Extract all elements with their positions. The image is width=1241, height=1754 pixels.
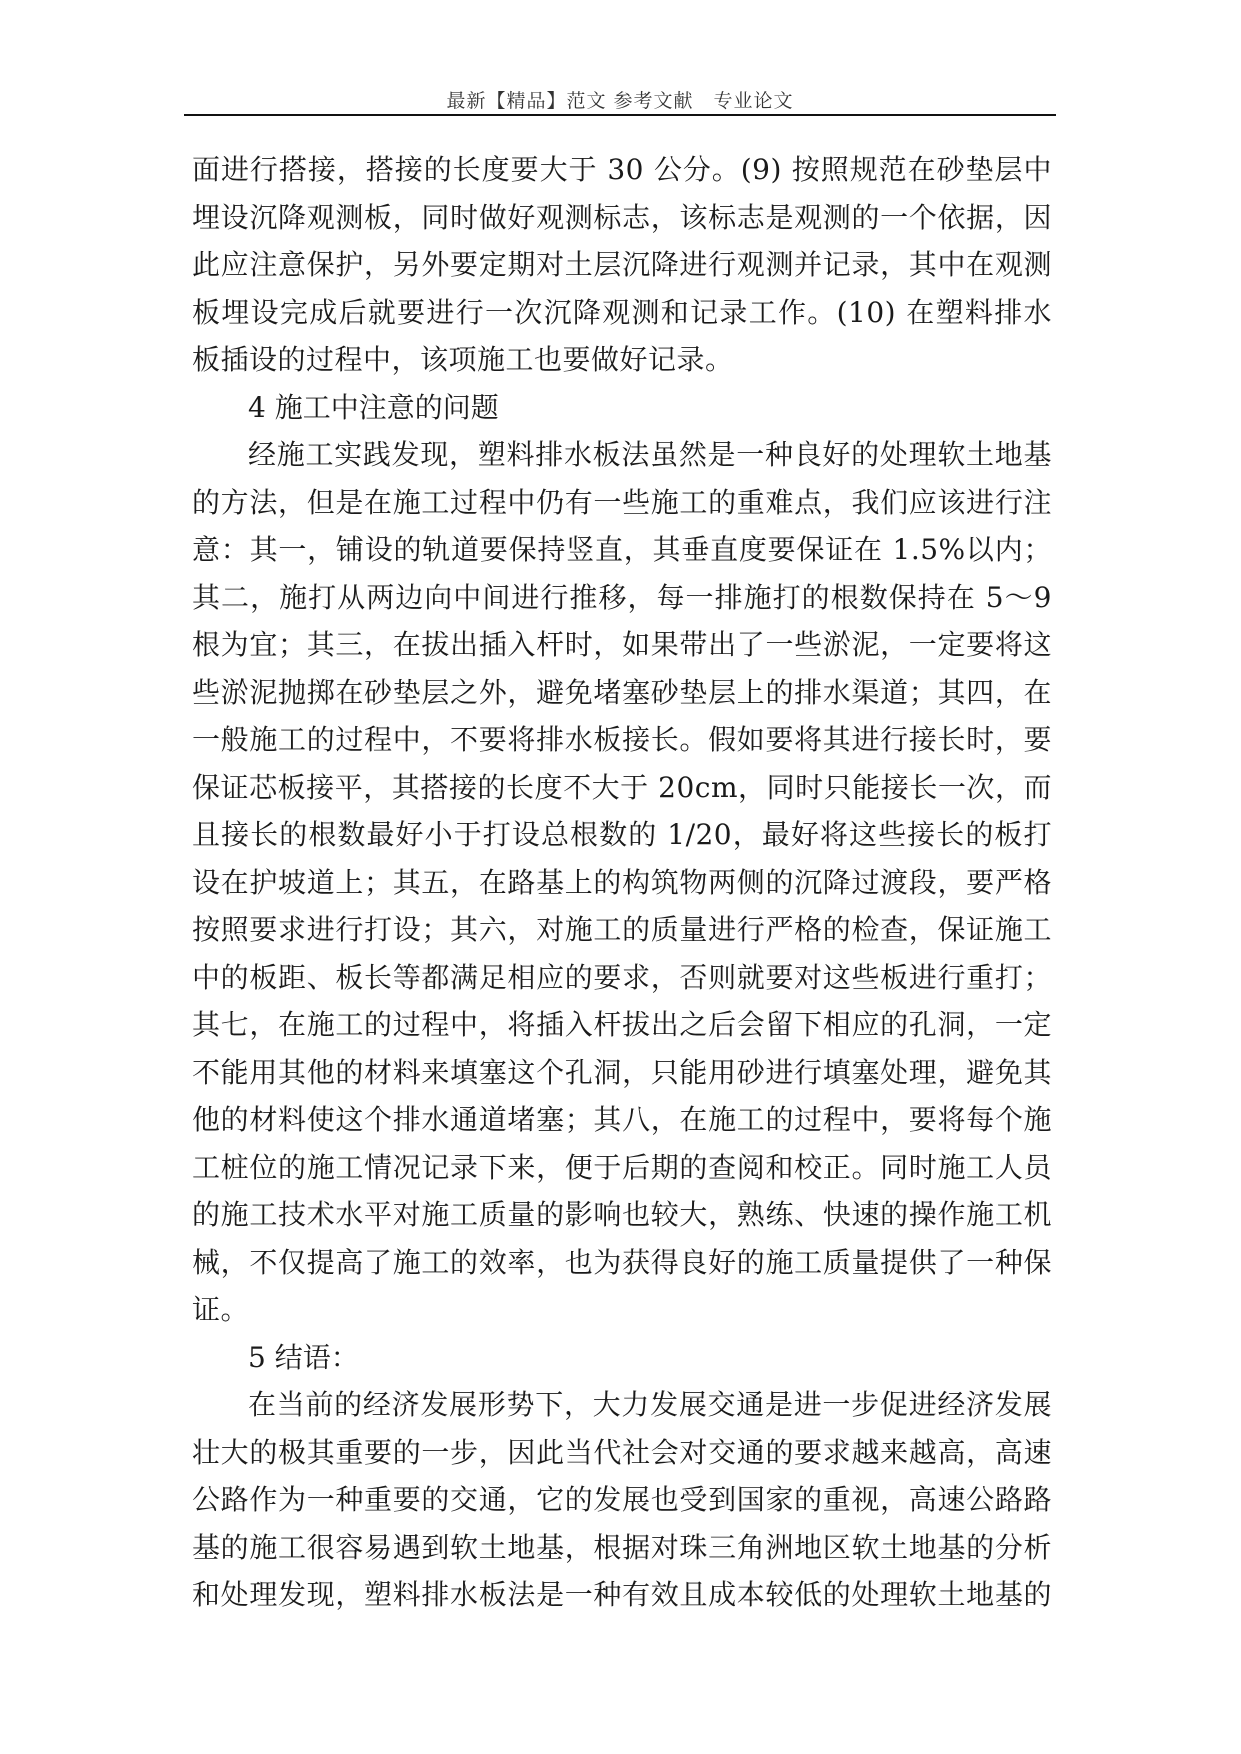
text-line: 证。 <box>192 1293 250 1326</box>
text-line: 板插设的过程中，该项施工也要做好记录。 <box>192 343 734 376</box>
header-divider <box>184 114 1056 116</box>
text-line: 他的材料使这个排水通道堵塞；其八，在施工的过程中，要将每个施 <box>192 1103 1052 1136</box>
section-4-heading: 4 施工中注意的问题 <box>248 390 499 424</box>
text-line: 在当前的经济发展形势下，大力发展交通是进一步促进经济发展 <box>248 1388 1052 1421</box>
text-line: 根为宜；其三，在拔出插入杆时，如果带出了一些淤泥，一定要将这 <box>192 628 1052 661</box>
text-line: 的施工技术水平对施工质量的影响也较大，熟练、快速的操作施工机 <box>192 1198 1052 1231</box>
document-body <box>192 146 1052 1619</box>
section-5-paragraph <box>192 1381 1052 1619</box>
text-line: 工桩位的施工情况记录下来，便于后期的查阅和校正。同时施工人员 <box>192 1150 1052 1184</box>
text-line: 公路作为一种重要的交通，它的发展也受到国家的重视，高速公路路 <box>192 1483 1052 1516</box>
text-line: 械，不仅提高了施工的效率，也为获得良好的施工质量提供了一种保 <box>192 1245 1052 1279</box>
text-line: 不能用其他的材料来填塞这个孔洞，只能用砂进行填塞处理，避免其 <box>192 1055 1052 1089</box>
text-line: 其二，施打从两边向中间进行推移，每一排施打的根数保持在 5～9 <box>192 580 1052 614</box>
text-line: 面进行搭接，搭接的长度要大于 30 公分。(9) 按照规范在砂垫层中 <box>192 153 1052 186</box>
text-line: 壮大的极其重要的一步，因此当代社会对交通的要求越来越高，高速 <box>192 1435 1052 1469</box>
text-line: 此应注意保护，另外要定期对土层沉降进行观测并记录，其中在观测 <box>192 248 1052 281</box>
text-line: 按照要求进行打设；其六，对施工的质量进行严格的检查，保证施工 <box>192 913 1052 946</box>
text-line: 板埋设完成后就要进行一次沉降观测和记录工作。(10) 在塑料排水 <box>192 295 1052 329</box>
text-line: 的方法，但是在施工过程中仍有一些施工的重难点，我们应该进行注 <box>192 485 1052 519</box>
text-line: 些淤泥抛掷在砂垫层之外，避免堵塞砂垫层上的排水渠道；其四，在 <box>192 675 1052 709</box>
paragraph-continuation <box>192 146 1052 384</box>
text-line: 和处理发现，塑料排水板法是一种有效且成本较低的处理软土地基的 <box>192 1578 1052 1611</box>
text-line: 经施工实践发现，塑料排水板法虽然是一种良好的处理软土地基 <box>248 438 1052 471</box>
text-line: 基的施工很容易遇到软土地基，根据对珠三角洲地区软土地基的分析 <box>192 1530 1052 1564</box>
text-line: 其七，在施工的过程中，将插入杆拔出之后会留下相应的孔洞，一定 <box>192 1008 1052 1041</box>
text-line: 意：其一，铺设的轨道要保持竖直，其垂直度要保证在 1.5%以内； <box>192 533 1052 566</box>
text-line: 保证芯板接平，其搭接的长度不大于 20cm，同时只能接长一次，而 <box>192 770 1052 804</box>
text-line: 设在护坡道上；其五，在路基上的构筑物两侧的沉降过渡段，要严格 <box>192 865 1052 899</box>
section-5-heading: 5 结语： <box>248 1340 359 1374</box>
text-line: 且接长的根数最好小于打设总根数的 1/20，最好将这些接长的板打 <box>192 818 1052 851</box>
text-line: 中的板距、板长等都满足相应的要求，否则就要对这些板进行重打； <box>192 960 1052 994</box>
page-header: 最新【精品】范文 参考文献 专业论文 <box>446 90 794 112</box>
text-line: 埋设沉降观测板，同时做好观测标志，该标志是观测的一个依据，因 <box>192 200 1052 234</box>
section-4-paragraph <box>192 431 1052 1334</box>
text-line: 一般施工的过程中，不要将排水板接长。假如要将其进行接长时，要 <box>192 723 1052 756</box>
